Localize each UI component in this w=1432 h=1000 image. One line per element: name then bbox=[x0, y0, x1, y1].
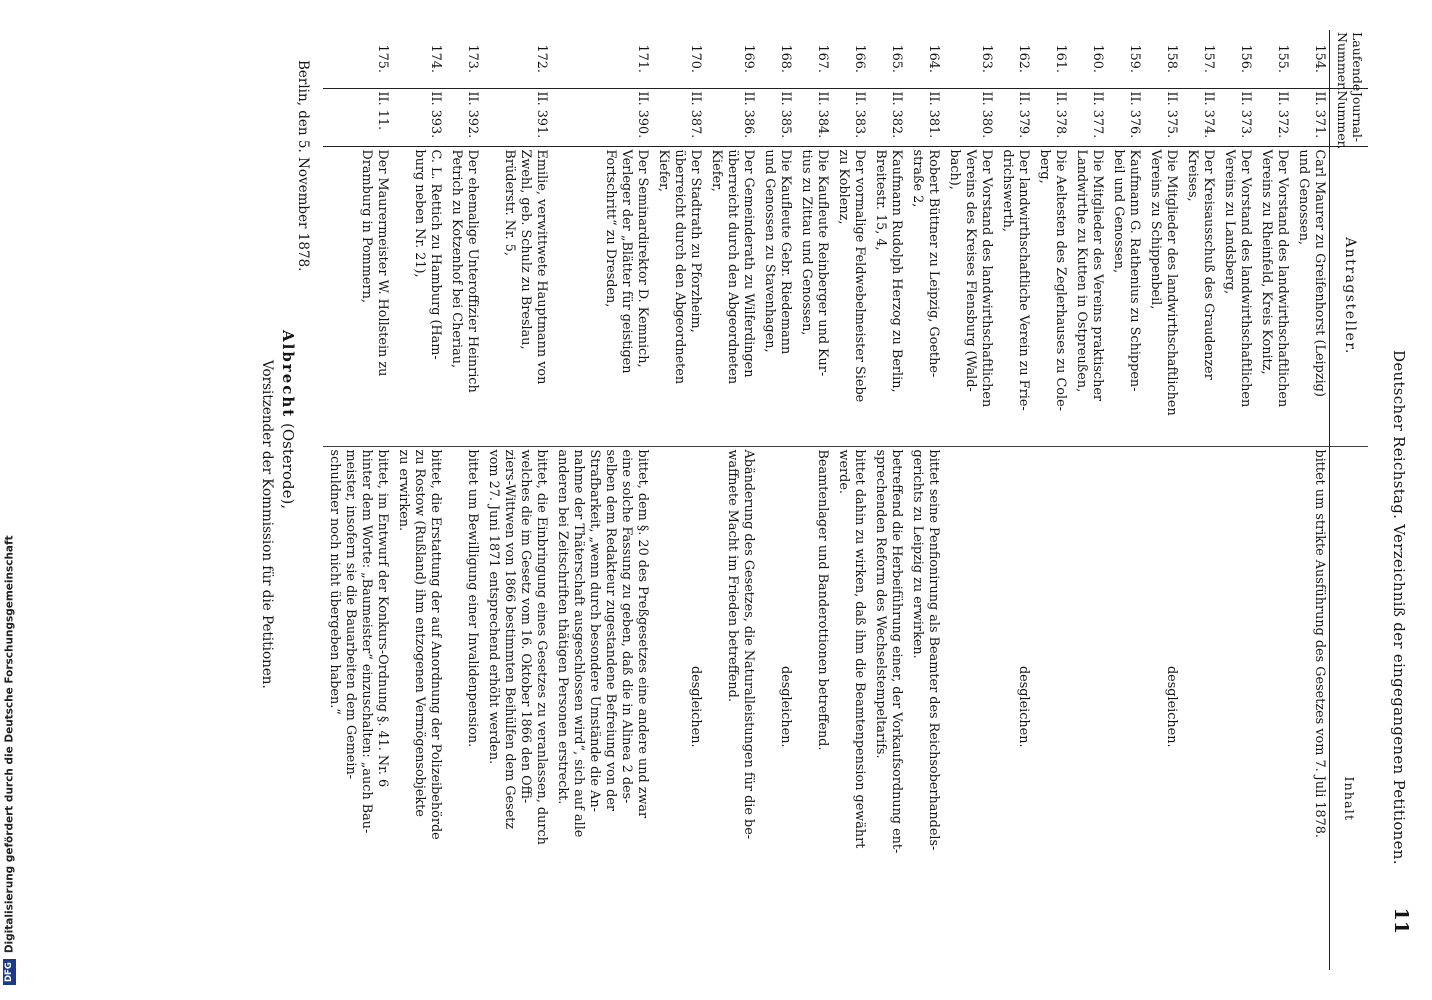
inhalt-line: zu erwirken. bbox=[396, 449, 411, 532]
laufende-nummer-cell: 165. bbox=[869, 30, 906, 88]
laufende-nummer-cell: 163. bbox=[943, 30, 996, 88]
journal-nummer-cell: II. 11. bbox=[323, 88, 392, 146]
inhalt-cell bbox=[758, 446, 795, 970]
journal-nummer-cell: II. 381. bbox=[906, 88, 943, 146]
antragsteller-line: bach), bbox=[947, 149, 962, 190]
inhalt-line: meister, insofern sie die Bauarbeiten dem Gemein- bbox=[343, 449, 358, 780]
antragsteller-line: Die Kaufleute Gebr. Riedemann bbox=[778, 149, 793, 355]
antragsteller-line: Vereins zu Rheinfeld, Kreis Konitz, bbox=[1259, 149, 1274, 375]
laufende-nummer-cell: 158. bbox=[1144, 30, 1181, 88]
footer-credit bbox=[3, 535, 17, 985]
inhalt-line: desgleichen. bbox=[1164, 665, 1179, 748]
inhalt-cell bbox=[652, 446, 705, 970]
signature-block bbox=[241, 30, 311, 970]
inhalt-cell bbox=[445, 446, 482, 970]
table-row bbox=[392, 30, 445, 970]
inhalt-line: Strafbarkeit, „wenn durch besondere Umstände die An- bbox=[587, 449, 602, 812]
antragsteller-line: Der Gemeinderath zu Wilferdingen bbox=[741, 149, 756, 378]
inhalt-cell bbox=[943, 446, 996, 970]
document-page bbox=[241, 30, 1412, 970]
inhalt-line: bittet, dem §. 20 des Preßgesetzes eine andere und zwar bbox=[635, 449, 650, 819]
antragsteller-line: überreicht durch den Abgeordneten bbox=[725, 149, 740, 385]
signatory-suffix: (Osterode), bbox=[279, 423, 297, 510]
antragsteller-line: berg, bbox=[1037, 149, 1052, 184]
table-row bbox=[1218, 30, 1255, 970]
inhalt-cell bbox=[705, 446, 758, 970]
antragsteller-line: Petrich zu Kotzenhof bei Cheriau, bbox=[449, 149, 464, 369]
antragsteller-line: Kaufmann G. Rathenius zu Schippen- bbox=[1127, 149, 1142, 392]
antragsteller-cell bbox=[482, 146, 551, 446]
table-row bbox=[906, 30, 943, 970]
inhalt-line: vom 27. Juni 1871 entsprechend erhöht werden. bbox=[486, 449, 501, 765]
antragsteller-line: Kiefer, bbox=[656, 149, 671, 192]
antragsteller-line: Die Kaufleute Reinberger und Kur- bbox=[815, 149, 830, 377]
inhalt-cell bbox=[832, 446, 869, 970]
antragsteller-line: Der Kreisausschuß des Graudenzer bbox=[1201, 149, 1216, 380]
antragsteller-cell bbox=[392, 146, 445, 446]
table-row bbox=[795, 30, 832, 970]
laufende-nummer-cell: 164. bbox=[906, 30, 943, 88]
antragsteller-line: Verleger der „Blätter für geistigen bbox=[619, 149, 634, 374]
footer-strip bbox=[0, 0, 20, 1000]
antragsteller-cell bbox=[323, 146, 392, 446]
antragsteller-line: Emilie, verwittwete Hauptmann von bbox=[534, 149, 549, 385]
antragsteller-cell bbox=[869, 146, 906, 446]
inhalt-line: Abänderung des Gesetzes, die Naturalleistungen für die be- bbox=[741, 449, 756, 840]
inhalt-line: selben dem Redakteur zugestandene Befreiung von der bbox=[603, 449, 618, 812]
inhalt-cell bbox=[996, 446, 1033, 970]
laufende-nummer-cell: 156. bbox=[1218, 30, 1255, 88]
inhalt-line: desgleichen. bbox=[778, 665, 793, 748]
laufende-nummer-cell: 175. bbox=[323, 30, 392, 88]
table-row bbox=[1033, 30, 1070, 970]
inhalt-cell bbox=[1070, 446, 1107, 970]
laufende-nummer-cell: 162. bbox=[996, 30, 1033, 88]
header-inhalt: Inhalt bbox=[1330, 446, 1369, 970]
table-row bbox=[1292, 30, 1330, 970]
antragsteller-cell bbox=[832, 146, 869, 446]
antragsteller-cell bbox=[445, 146, 482, 446]
laufende-nummer-cell: 172. bbox=[482, 30, 551, 88]
laufende-nummer-cell: 161. bbox=[1033, 30, 1070, 88]
antragsteller-line: Der Maurermeister W. Hollstein zu bbox=[375, 149, 390, 377]
antragsteller-line: Brüderstr. Nr. 5, bbox=[502, 149, 517, 256]
inhalt-line: desgleichen. bbox=[688, 665, 703, 748]
antragsteller-line: Der Seminardirektor D. Kemnich, bbox=[635, 149, 650, 368]
table-row bbox=[1255, 30, 1292, 970]
table-row bbox=[869, 30, 906, 970]
inhalt-line: bittet um strikte Ausführung des Gesetzes vom 7. Juli 1878. bbox=[1312, 449, 1327, 838]
inhalt-line: hinter dem Worte: „Baumeister“ einzuschalten: „auch Bau- bbox=[359, 449, 374, 834]
antragsteller-cell bbox=[1292, 146, 1330, 446]
table-row bbox=[652, 30, 705, 970]
antragsteller-line: Landwirthe zu Kutten in Ostpreußen, bbox=[1074, 149, 1089, 393]
footer-text: Digitalisierung gefördert durch die Deutsche Forschungsgemeinschaft bbox=[3, 535, 16, 954]
journal-nummer-cell: II. 382. bbox=[869, 88, 906, 146]
inhalt-line: sprechenden Reform des Wechselstempeltarifs. bbox=[873, 449, 888, 759]
antragsteller-line: Der Vorstand des landwirthschaftlichen bbox=[979, 149, 994, 408]
antragsteller-cell bbox=[758, 146, 795, 446]
antragsteller-cell bbox=[943, 146, 996, 446]
antragsteller-line: und Genossen, bbox=[1296, 149, 1311, 246]
antragsteller-line: zu Koblenz, bbox=[836, 149, 851, 225]
antragsteller-cell bbox=[705, 146, 758, 446]
laufende-nummer-cell: 157. bbox=[1181, 30, 1218, 88]
journal-nummer-cell: II. 386. bbox=[705, 88, 758, 146]
antragsteller-line: Kaufmann Rudolph Herzog zu Berlin, bbox=[889, 149, 904, 393]
antragsteller-line: Vereins zu Schippenbeil, bbox=[1148, 149, 1163, 310]
signatory-role: Vorsitzender der Kommission für die Petitionen. bbox=[259, 360, 275, 689]
journal-nummer-cell: II. 393. bbox=[392, 88, 445, 146]
antragsteller-line: tius zu Zittau und Genossen, bbox=[799, 149, 814, 336]
antragsteller-line: beil und Genossen, bbox=[1111, 149, 1126, 274]
antragsteller-line: Carl Maurer zu Greifenhorst (Leipzig) bbox=[1312, 149, 1327, 397]
antragsteller-cell bbox=[1181, 146, 1218, 446]
inhalt-line: waffnete Macht im Frieden betreffend. bbox=[725, 449, 740, 702]
signatory-name: Albrecht bbox=[279, 330, 297, 419]
antragsteller-line: C. L. Rettich zu Hamburg (Ham- bbox=[428, 149, 443, 360]
antragsteller-line: Der Stadtrath zu Pforzheim, bbox=[688, 149, 703, 333]
table-row bbox=[1144, 30, 1181, 970]
table-row bbox=[323, 30, 392, 970]
antragsteller-line: Fortschritt“ zu Dresden, bbox=[603, 149, 618, 308]
dfg-logo: DFG bbox=[3, 959, 16, 985]
laufende-nummer-cell: 166. bbox=[832, 30, 869, 88]
inhalt-line: bittet dahin zu wirken, daß ihm die Beamtenpension gewährt bbox=[852, 449, 867, 849]
antragsteller-cell bbox=[1144, 146, 1181, 446]
inhalt-cell bbox=[869, 446, 906, 970]
antragsteller-line: Kiefer, bbox=[709, 149, 724, 192]
journal-nummer-cell: II. 375. bbox=[1144, 88, 1181, 146]
journal-nummer-cell: II. 372. bbox=[1255, 88, 1292, 146]
inhalt-line: bittet, die Einbringung eines Gesetzes zu veranlassen, durch bbox=[534, 449, 549, 845]
inhalt-line: bittet, die Erstattung der auf Anordnung der Polizeibehörde bbox=[428, 449, 443, 840]
inhalt-line: werde. bbox=[836, 449, 851, 494]
antragsteller-line: Der vormalige Feldwebelmeister Siebe bbox=[852, 149, 867, 403]
header-journal-nummer: Journal-Nummer. bbox=[1330, 88, 1369, 146]
table-row bbox=[996, 30, 1033, 970]
inhalt-line: nahme der Thäterschaft ausgeschlossen wird“, sich auf alle bbox=[571, 449, 586, 838]
inhalt-line: anderen bei Zeitschriften thätigen Personen erstreckt. bbox=[555, 449, 570, 805]
table-row bbox=[705, 30, 758, 970]
antragsteller-cell bbox=[1107, 146, 1144, 446]
laufende-nummer-cell: 154. bbox=[1292, 30, 1330, 88]
antragsteller-line: Die Mitglieder des landwirthschaftlichen bbox=[1164, 149, 1179, 416]
antragsteller-line: burg neben Nr. 21), bbox=[412, 149, 427, 278]
laufende-nummer-cell: 160. bbox=[1070, 30, 1107, 88]
journal-nummer-cell: II. 376. bbox=[1107, 88, 1144, 146]
inhalt-cell bbox=[1181, 446, 1218, 970]
inhalt-cell bbox=[392, 446, 445, 970]
journal-nummer-cell: II. 384. bbox=[795, 88, 832, 146]
inhalt-cell bbox=[1107, 446, 1144, 970]
table-row bbox=[1070, 30, 1107, 970]
table-row bbox=[482, 30, 551, 970]
antragsteller-line: Robert Büttner zu Leipzig, Goethe- bbox=[926, 149, 941, 378]
antragsteller-line: Vereins des Kreises Flensburg (Wald- bbox=[963, 149, 978, 392]
inhalt-cell bbox=[551, 446, 652, 970]
inhalt-cell bbox=[1144, 446, 1181, 970]
laufende-nummer-cell: 174. bbox=[392, 30, 445, 88]
header-laufende-nummer: Laufende Nummer. bbox=[1330, 30, 1369, 88]
page-header bbox=[1368, 30, 1412, 970]
antragsteller-cell bbox=[996, 146, 1033, 446]
journal-nummer-cell: II. 383. bbox=[832, 88, 869, 146]
antragsteller-line: überreicht durch den Abgeordneten bbox=[672, 149, 687, 385]
inhalt-cell bbox=[1218, 446, 1255, 970]
antragsteller-line: Breitestr. 15, 4, bbox=[873, 149, 888, 251]
laufende-nummer-cell: 173. bbox=[445, 30, 482, 88]
journal-nummer-cell: II. 387. bbox=[652, 88, 705, 146]
journal-nummer-cell: II. 371. bbox=[1292, 88, 1330, 146]
journal-nummer-cell: II. 392. bbox=[445, 88, 482, 146]
antragsteller-line: Der landwirthschaftliche Verein zu Frie- bbox=[1016, 149, 1031, 411]
inhalt-line: eine solche Fassung zu geben, daß die in Alinea 2 des- bbox=[619, 449, 634, 804]
inhalt-cell bbox=[906, 446, 943, 970]
antragsteller-cell bbox=[906, 146, 943, 446]
antragsteller-line: straße 2, bbox=[910, 149, 925, 208]
inhalt-cell bbox=[323, 446, 392, 970]
inhalt-cell bbox=[1255, 446, 1292, 970]
antragsteller-cell bbox=[1218, 146, 1255, 446]
antragsteller-line: Dramburg in Pommern, bbox=[359, 149, 374, 303]
antragsteller-line: und Genossen zu Stavenhagen, bbox=[762, 149, 777, 353]
inhalt-line: welches die im Gesetz vom 16. Oktober 1866 den Offi- bbox=[518, 449, 533, 804]
antragsteller-line: Zwehl, geb. Schulz zu Breslau, bbox=[518, 149, 533, 350]
inhalt-line: bittet um Bewilligung einer Invalidenpension. bbox=[465, 449, 480, 748]
table-header-row bbox=[1330, 30, 1369, 970]
antragsteller-line: Der ehemalige Unteroffizier Heinrich bbox=[465, 149, 480, 393]
laufende-nummer-cell: 169. bbox=[705, 30, 758, 88]
inhalt-line: desgleichen. bbox=[1016, 665, 1031, 748]
table-row bbox=[1181, 30, 1218, 970]
antragsteller-line: drichswerth, bbox=[1000, 149, 1015, 232]
running-title: Deutscher Reichstag. Verzeichniß der eingegangenen Petitionen. bbox=[1390, 350, 1408, 865]
table-row bbox=[551, 30, 652, 970]
inhalt-line: gerichts zu Leipzig zu erwirken. bbox=[910, 449, 925, 659]
antragsteller-cell bbox=[1255, 146, 1292, 446]
antragsteller-line: Die Aeltesten des Zeglerhauses zu Cole- bbox=[1053, 149, 1068, 411]
journal-nummer-cell: II. 390. bbox=[551, 88, 652, 146]
antragsteller-line: Der Vorstand des landwirthschaftlichen bbox=[1238, 149, 1253, 408]
inhalt-cell bbox=[1292, 446, 1330, 970]
page-number: 11 bbox=[1390, 907, 1412, 934]
antragsteller-line: Kreises, bbox=[1185, 149, 1200, 202]
antragsteller-line: Der Vorstand des landwirthschaftlichen bbox=[1275, 149, 1290, 408]
inhalt-line: betreffend die Herbeiführung einer, der Vorkaufsordnung ent- bbox=[889, 449, 904, 854]
journal-nummer-cell: II. 391. bbox=[482, 88, 551, 146]
inhalt-line: bittet, im Entwurf der Konkurs-Ordnung §. 41. Nr. 6 bbox=[375, 449, 390, 788]
journal-nummer-cell: II. 380. bbox=[943, 88, 996, 146]
laufende-nummer-cell: 168. bbox=[758, 30, 795, 88]
laufende-nummer-cell: 171. bbox=[551, 30, 652, 88]
antragsteller-line: Die Mitglieder des Vereins praktischer bbox=[1090, 149, 1105, 402]
table-row bbox=[445, 30, 482, 970]
inhalt-line: ziers-Wittwen von 1866 bestimmten Beihülfen dem Gesetz bbox=[502, 449, 517, 830]
place-date: Berlin, den 5. November 1878. bbox=[295, 60, 311, 272]
antragsteller-cell bbox=[1070, 146, 1107, 446]
inhalt-line: bittet seine Penfionirung als Beamter des Reichsoberhandels- bbox=[926, 449, 941, 851]
laufende-nummer-cell: 159. bbox=[1107, 30, 1144, 88]
laufende-nummer-cell: 170. bbox=[652, 30, 705, 88]
inhalt-cell bbox=[482, 446, 551, 970]
laufende-nummer-cell: 155. bbox=[1255, 30, 1292, 88]
antragsteller-cell bbox=[551, 146, 652, 446]
table-row bbox=[758, 30, 795, 970]
laufende-nummer-cell: 167. bbox=[795, 30, 832, 88]
journal-nummer-cell: II. 378. bbox=[1033, 88, 1070, 146]
table-row bbox=[832, 30, 869, 970]
journal-nummer-cell: II. 374. bbox=[1181, 88, 1218, 146]
inhalt-line: Beamtenlager und Banderottionen betreffend. bbox=[815, 449, 830, 751]
table-row bbox=[943, 30, 996, 970]
antragsteller-cell bbox=[1033, 146, 1070, 446]
journal-nummer-cell: II. 377. bbox=[1070, 88, 1107, 146]
journal-nummer-cell: II. 373. bbox=[1218, 88, 1255, 146]
inhalt-line: schuldner noch nicht übergeben haben.“ bbox=[327, 449, 342, 715]
inhalt-cell bbox=[1033, 446, 1070, 970]
petition-table bbox=[323, 30, 1368, 970]
header-antragsteller: Antragsteller. bbox=[1330, 146, 1369, 446]
journal-nummer-cell: II. 379. bbox=[996, 88, 1033, 146]
antragsteller-cell bbox=[652, 146, 705, 446]
inhalt-line: zu Rostow (Rußland) ihm entzogenen Vermögensobjekte bbox=[412, 449, 427, 817]
inhalt-cell bbox=[795, 446, 832, 970]
journal-nummer-cell: II. 385. bbox=[758, 88, 795, 146]
antragsteller-line: Vereins zu Landsberg, bbox=[1222, 149, 1237, 295]
table-row bbox=[1107, 30, 1144, 970]
table-body bbox=[323, 30, 1330, 970]
signatory bbox=[279, 330, 297, 509]
antragsteller-cell bbox=[795, 146, 832, 446]
